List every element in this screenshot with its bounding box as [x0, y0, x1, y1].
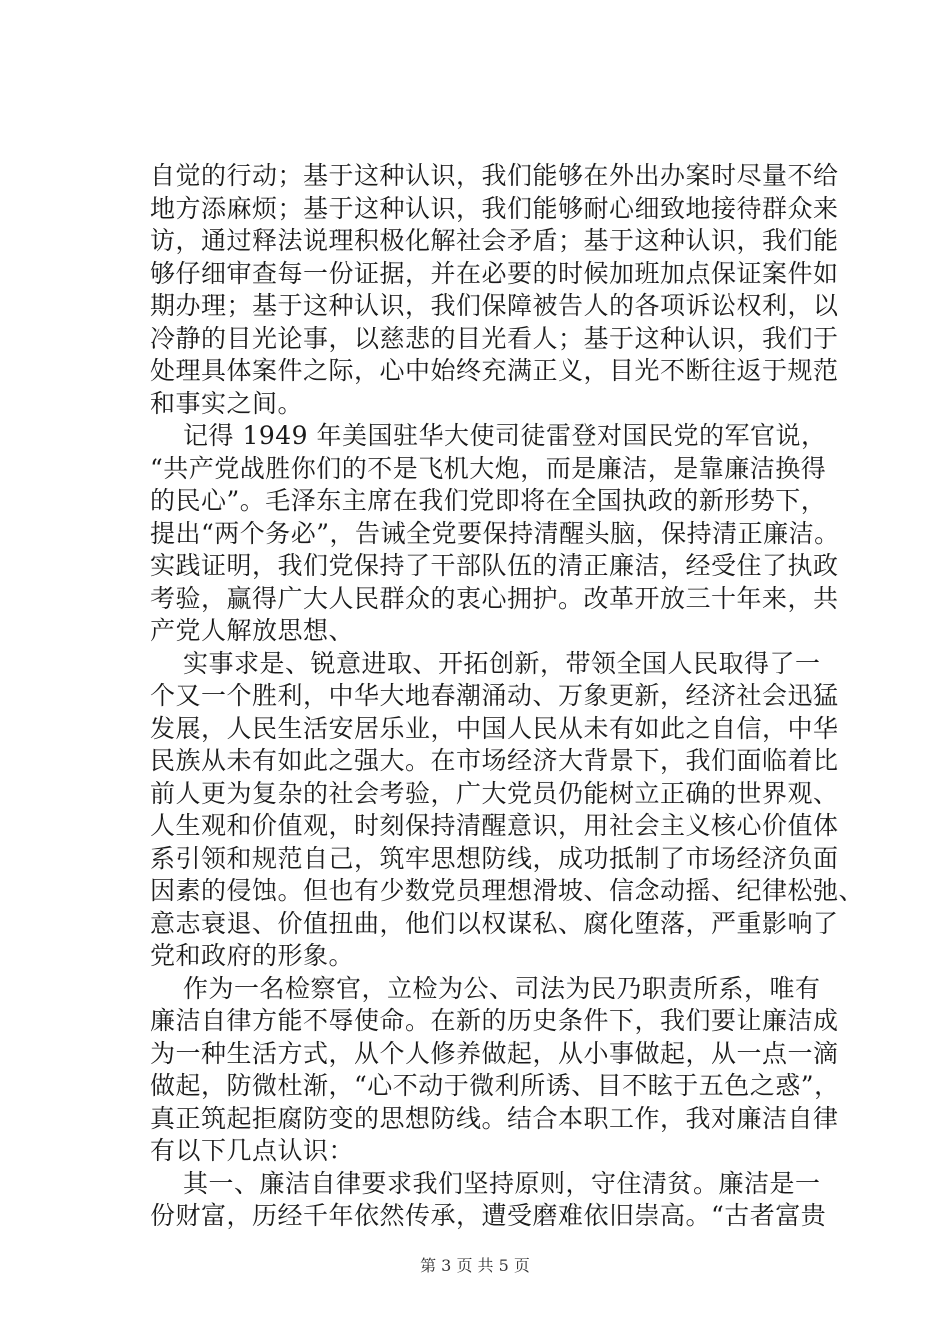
- text-line: 人生观和价值观，时刻保持清醒意识，用社会主义核心价值体: [150, 811, 839, 840]
- text-line: 因素的侵蚀。但也有少数党员理想滑坡、信念动摇、纪律松弛、: [150, 876, 865, 905]
- text-line: 有以下几点认识：: [150, 1136, 355, 1165]
- text-line: 提出“两个务必”，告诫全党要保持清醒头脑，保持清正廉洁。: [150, 518, 840, 548]
- text-line: 的民心”。毛泽东主席在我们党即将在全国执政的新形势下，: [150, 486, 827, 515]
- page-footer: 第 3 页 共 5 页: [420, 1255, 530, 1275]
- text-line: 民族从未有如此之强大。在市场经济大背景下，我们面临着比: [150, 746, 839, 775]
- text-line: 处理具体案件之际，心中始终充满正义，目光不断往返于规范: [150, 356, 839, 385]
- text-line: 冷静的目光论事，以慈悲的目光看人；基于这种认识，我们于: [150, 323, 839, 353]
- text-line: 自觉的行动；基于这种认识，我们能够在外出办案时尽量不给: [150, 161, 839, 190]
- text-line: 实践证明，我们党保持了干部队伍的清正廉洁，经受住了执政: [150, 551, 839, 580]
- text-line: 其一、廉洁自律要求我们坚持原则，守住清贫。廉洁是一: [183, 1168, 821, 1198]
- text-line: 份财富，历经千年依然传承，遭受磨难依旧崇高。“古者富贵: [150, 1201, 827, 1230]
- text-line: 真正筑起拒腐防变的思想防线。结合本职工作，我对廉洁自律: [150, 1103, 839, 1133]
- text-line: 实事求是、锐意进取、开拓创新，带领全国人民取得了一: [183, 648, 821, 678]
- text-line: 做起，防微杜渐，“心不动于微利所诱、目不眩于五色之惑”，: [150, 1071, 840, 1100]
- text-line: 系引领和规范自己，筑牢思想防线，成功抵制了市场经济负面: [150, 843, 839, 873]
- text-line: 地方添麻烦；基于这种认识，我们能够耐心细致地接待群众来: [150, 193, 839, 223]
- text-line: 党和政府的形象。: [150, 941, 355, 970]
- text-line: “共产党战胜你们的不是飞机大炮，而是廉洁，是靠廉洁换得: [150, 453, 827, 483]
- text-line: 个又一个胜利，中华大地春潮涌动、万象更新，经济社会迅猛: [150, 681, 839, 710]
- text-line: 记得 1949 年美国驻华大使司徒雷登对国民党的军官说，: [183, 421, 827, 450]
- text-line: 够仔细审查每一份证据，并在必要的时候加班加点保证案件如: [150, 258, 839, 288]
- text-line: 作为一名检察官，立检为公、司法为民乃职责所系，唯有: [183, 973, 821, 1003]
- text-line: 意志衰退、价值扭曲，他们以权谋私、腐化堕落，严重影响了: [150, 908, 839, 938]
- text-line: 发展，人民生活安居乐业，中国人民从未有如此之自信，中华: [150, 713, 839, 743]
- text-line: 产党人解放思想、: [150, 616, 355, 645]
- text-line: 和事实之间。: [150, 388, 304, 418]
- text-line: 访，通过释法说理积极化解社会矛盾；基于这种认识，我们能: [150, 226, 839, 255]
- text-line: 为一种生活方式，从个人修养做起，从小事做起，从一点一滴: [150, 1038, 839, 1068]
- text-line: 期办理；基于这种认识，我们保障被告人的各项诉讼权利，以: [150, 291, 839, 320]
- text-line: 前人更为复杂的社会考验，广大党员仍能树立正确的世界观、: [150, 778, 839, 808]
- text-line: 廉洁自律方能不辱使命。在新的历史条件下，我们要让廉洁成: [150, 1006, 839, 1035]
- text-line: 考验，赢得广大人民群众的衷心拥护。改革开放三十年来，共: [150, 583, 839, 613]
